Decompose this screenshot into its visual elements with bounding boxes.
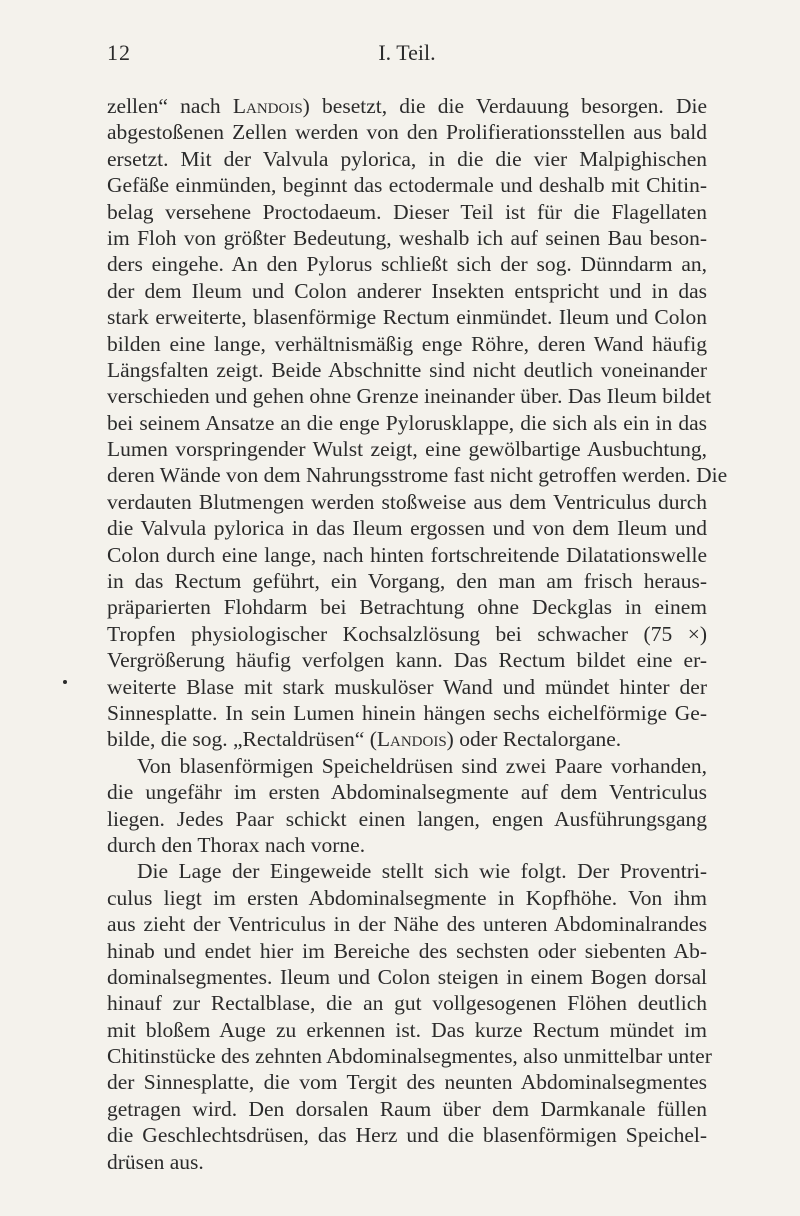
text-line	[107, 700, 707, 726]
text-segment: dominalsegmentes. Ileum und Colon steigen in einem Bogen dorsal	[107, 964, 707, 989]
page-number: 12	[107, 40, 131, 65]
text-line	[107, 331, 707, 357]
text-segment: durch den Thorax nach vorne.	[107, 832, 366, 857]
text-line	[107, 1043, 712, 1069]
text-segment: Chitinstücke des zehnten Abdominalsegmentes, also unmittelbar unter	[107, 1044, 712, 1069]
text-line	[107, 1122, 707, 1148]
text-segment: ersetzt. Mit der Valvula pylorica, in die die vier Malpighischen	[107, 146, 707, 171]
text-line	[107, 1096, 707, 1122]
text-line	[107, 858, 707, 884]
text-line	[107, 119, 707, 145]
text-line	[107, 146, 707, 172]
text-segment: die Valvula pylorica in das Ileum ergossen und von dem Ileum und	[107, 516, 707, 541]
text-line	[107, 93, 707, 119]
text-line	[107, 594, 707, 620]
text-line	[107, 990, 707, 1016]
text-segment: Längsfalten zeigt. Beide Abschnitte sind nicht deutlich voneinander	[107, 357, 707, 382]
text-segment: in das Rectum geführt, ein Vorgang, den man am frisch heraus-	[107, 569, 707, 594]
margin-dot	[63, 680, 67, 684]
text-line	[107, 806, 707, 832]
text-line	[107, 357, 707, 383]
text-line	[107, 964, 707, 990]
text-line	[107, 885, 707, 911]
text-segment: im Floh von größter Bedeutung, weshalb ich auf seinen Bau beson-	[107, 225, 707, 250]
text-segment: stark erweiterte, blasenförmige Rectum einmündet. Ileum und Colon	[107, 305, 707, 330]
text-segment: verdauten Blutmengen werden stoßweise aus dem Ventriculus durch	[107, 489, 707, 514]
text-segment: zellen“ nach	[107, 94, 233, 118]
text-line	[107, 278, 707, 304]
text-segment: liegen. Jedes Paar schickt einen langen, engen Ausführungsgang	[107, 806, 707, 831]
text-segment: präparierten Flohdarm bei Betrachtung ohne Deckglas in einem	[107, 595, 707, 620]
text-line	[107, 1017, 707, 1043]
text-segment: ders eingehe. An den Pylorus schließt sich der sog. Dünndarm an,	[107, 252, 707, 277]
text-line	[107, 383, 712, 409]
text-segment: bilden eine lange, verhältnismäßig enge Röhre, deren Wand häufig	[107, 331, 707, 356]
text-segment: Colon durch eine lange, nach hinten fortschreitende Dilatationswelle	[107, 542, 707, 567]
author-name: Landois	[232, 94, 303, 118]
text-line	[107, 621, 707, 647]
author-name: Landois	[376, 727, 447, 752]
text-line	[107, 542, 707, 568]
text-segment: getragen wird. Den dorsalen Raum über dem Darmkanale füllen	[107, 1096, 707, 1121]
text-line	[107, 647, 707, 673]
text-segment: die ungefähr im ersten Abdominalsegmente auf dem Ventriculus	[107, 780, 707, 805]
text-segment: hinauf zur Rectalblase, die an gut vollgesogenen Flöhen deutlich	[107, 991, 707, 1016]
text-line	[107, 832, 707, 858]
text-segment: aus zieht der Ventriculus in der Nähe des unteren Abdominalrandes	[107, 912, 707, 937]
text-segment: Gefäße einmünden, beginnt das ectodermale und deshalb mit Chitin-	[107, 173, 707, 198]
text-segment: weiterte Blase mit stark muskulöser Wand und mündet hinter der	[107, 674, 707, 699]
text-segment: verschieden und gehen ohne Grenze ineinander über. Das Ileum bildet	[107, 384, 712, 409]
text-segment: mit bloßem Auge zu erkennen ist. Das kurze Rectum mündet im	[107, 1017, 707, 1042]
text-line	[107, 779, 707, 805]
text-line	[107, 172, 707, 198]
body-text	[107, 93, 728, 1175]
text-segment: deren Wände von dem Nahrungsstrome fast nicht getroffen werden. Die	[107, 463, 728, 488]
text-segment: abgestoßenen Zellen werden von den Prolifierationsstellen aus bald	[107, 120, 707, 145]
text-segment: ) oder Rectalorgane.	[446, 727, 622, 752]
text-segment: bilde, die sog. „Rectaldrüsen“ (	[107, 727, 377, 752]
text-segment: ) besetzt, die die Verdauung besorgen. Die	[302, 94, 708, 118]
text-line	[107, 251, 707, 277]
text-segment: Sinnesplatte. In sein Lumen hinein hängen sechs eichelförmige Ge-	[107, 700, 707, 725]
text-segment: Vergrößerung häufig verfolgen kann. Das Rectum bildet eine er-	[107, 648, 707, 673]
text-segment: belag versehene Proctodaeum. Dieser Teil ist für die Flagellaten	[107, 199, 707, 224]
running-head	[107, 40, 707, 72]
text-line	[107, 1069, 707, 1095]
text-segment: der dem Ileum und Colon anderer Insekten entspricht und in das	[107, 278, 707, 303]
text-segment: Von blasenförmigen Speicheldrüsen sind zwei Paare vorhanden,	[137, 753, 707, 778]
text-segment: drüsen aus.	[107, 1149, 204, 1174]
text-line	[107, 225, 707, 251]
text-line	[107, 199, 707, 225]
text-segment: bei seinem Ansatze an die enge Pylorusklappe, die sich als ein in das	[107, 410, 707, 435]
text-segment: culus liegt im ersten Abdominalsegmente in Kopfhöhe. Von ihm	[107, 885, 707, 910]
text-line	[107, 1149, 707, 1175]
text-line	[107, 436, 707, 462]
text-line	[107, 462, 728, 488]
text-segment: Die Lage der Eingeweide stellt sich wie folgt. Der Proventri-	[137, 859, 707, 884]
text-line	[107, 515, 707, 541]
text-line	[107, 726, 707, 752]
text-segment: der Sinnesplatte, die vom Tergit des neunten Abdominalsegmentes	[107, 1070, 707, 1095]
text-line	[107, 938, 707, 964]
text-line	[107, 489, 707, 515]
text-segment: die Geschlechtsdrüsen, das Herz und die blasenförmigen Speichel-	[107, 1123, 707, 1148]
text-line	[107, 568, 707, 594]
text-line	[107, 753, 707, 779]
text-line	[107, 674, 707, 700]
text-line	[107, 304, 707, 330]
running-title: I. Teil.	[378, 40, 436, 65]
text-segment: Tropfen physiologischer Kochsalzlösung bei schwacher (75 ×)	[107, 621, 707, 646]
text-line	[107, 410, 707, 436]
text-line	[107, 911, 707, 937]
text-segment: Lumen vorspringender Wulst zeigt, eine gewölbartige Ausbuchtung,	[107, 437, 707, 462]
text-segment: hinab und endet hier im Bereiche des sechsten oder siebenten Ab-	[107, 938, 707, 963]
